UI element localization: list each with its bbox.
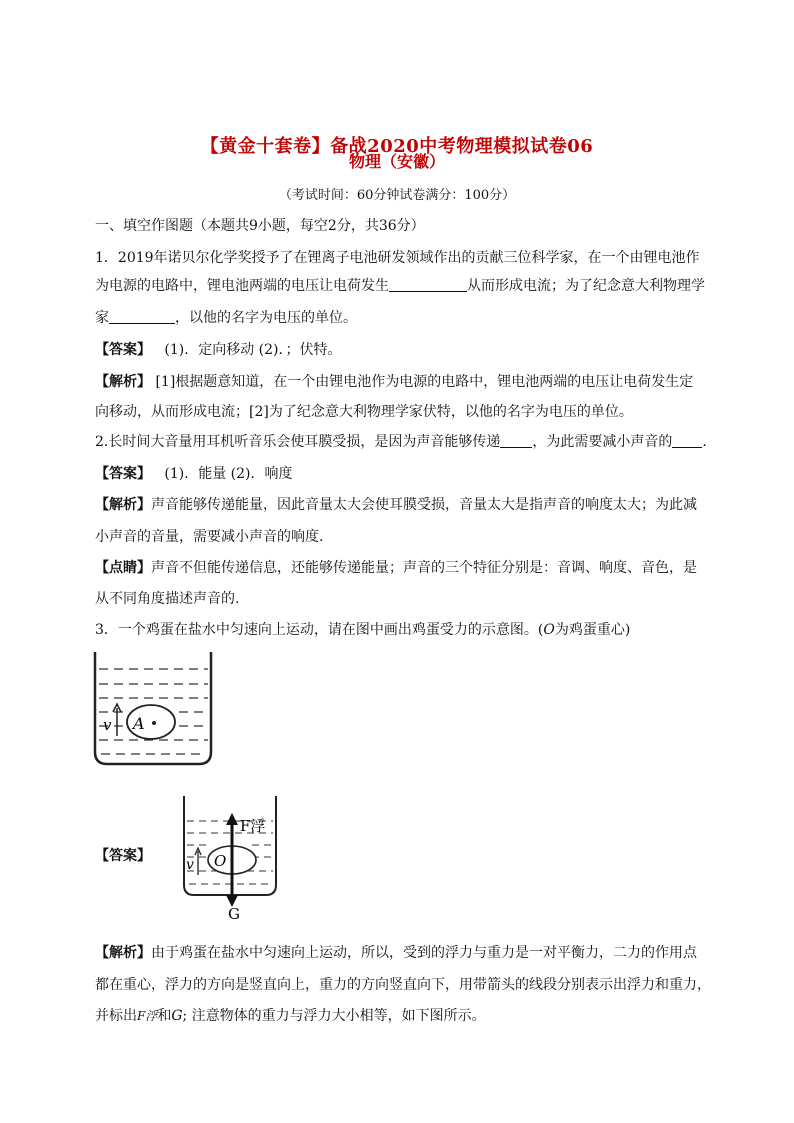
q1-line3-text-b: ，以他的名字为电压的单位。: [175, 310, 357, 326]
egg-center-label: O: [214, 852, 227, 870]
q1-answer: [95, 340, 715, 360]
velocity-label: v: [186, 857, 194, 873]
answer-tag: 【答案】: [95, 466, 151, 482]
q2-line1-text-c: .: [702, 434, 707, 450]
q2-line1: [95, 432, 715, 452]
gravity-label: G: [228, 905, 240, 921]
q2-analysis-line2: 小声音的音量，需要减小声音的响度.: [95, 529, 324, 545]
q1-blank-2: [109, 309, 175, 324]
q2-answer: [95, 464, 715, 484]
q1-blank-1: [389, 277, 467, 292]
q3-analysis-text3a: 并标出: [95, 1008, 137, 1024]
q1-line1: 1．2019年诺贝尔化学奖授予了在锂离子电池研发领域作出的贡献三位科学家，在一个由锂电池作: [95, 250, 700, 266]
q2-analysis-text1: 声音能够传递能量，因此音量太大会使耳膜受损，音量太大是指声音的响度太大；为此减: [151, 497, 697, 513]
exam-info: （考试时间：60分钟试卷满分：100分）: [278, 188, 516, 203]
q3-line1-text-b: 为鸡蛋重心): [554, 622, 631, 638]
q1-analysis-line2: 向移动，从而形成电流；[2]为了纪念意大利物理学家伏特，以他的名字为电压的单位。: [95, 404, 633, 420]
q2-answer-text: (1)．能量 (2)．响度: [164, 466, 293, 482]
q3-analysis-line2: 都在重心，浮力的方向是竖直向上，重力的方向竖直向下，用带箭头的线段分别表示出浮力和重力，: [95, 977, 711, 993]
egg-label: A: [133, 714, 145, 733]
tip-tag: 【点睛】: [95, 560, 151, 576]
q3-analysis-line3: [95, 1006, 715, 1026]
q1-analysis-text1: [1]根据题意知道，在一个由锂电池作为电源的电路中，锂电池两端的电压让电荷发生定: [155, 374, 694, 390]
answer-tag: 【答案】: [95, 848, 151, 864]
q1-analysis-line1: [95, 372, 715, 392]
q3-analysis-text3b: 和: [157, 1008, 172, 1024]
q2-tip-line1: [95, 558, 715, 578]
q3-line1: [95, 620, 715, 640]
q2-tip-line2: 从不同角度描述声音的.: [95, 591, 240, 607]
velocity-label: v: [103, 716, 112, 734]
q1-line3: [95, 308, 715, 328]
q3-analysis-line1: [95, 943, 715, 963]
egg-force-answer-figure: [180, 793, 285, 921]
document-title: 【黄金十套卷】备战2020中考物理模拟试卷06: [200, 136, 594, 157]
q2-tip-text1: 声音不但能传递信息，还能够传递能量；声音的三个特征分别是：音调、响度、音色，是: [151, 560, 697, 576]
egg-in-saltwater-figure: [93, 650, 215, 768]
analysis-tag: 【解析】: [95, 374, 151, 390]
answer-tag: 【答案】: [95, 342, 151, 358]
analysis-tag: 【解析】: [95, 497, 151, 513]
q3-line1-o: O: [543, 622, 555, 638]
q2-analysis-line1: [95, 495, 715, 515]
q1-answer-text: (1)．定向移动 (2)．；伏特。: [164, 342, 342, 358]
analysis-tag: 【解析】: [95, 945, 151, 961]
q3-analysis-g: G: [171, 1008, 183, 1024]
q3-analysis-text3c: ; 注意物体的重力与浮力大小相等，如下图所示。: [182, 1008, 486, 1024]
buoyant-force-arrow-head: [226, 813, 238, 825]
document-subtitle: 物理（安徽）: [348, 152, 445, 171]
q3-line1-text-a: 3．一个鸡蛋在盐水中匀速向上运动，请在图中画出鸡蛋受力的示意图。(: [95, 622, 544, 638]
buoyant-force-label: F浮: [240, 817, 266, 835]
q1-line2: [95, 276, 715, 296]
section-heading: 一、填空作图题（本题共9小题，每空2分，共36分）: [95, 218, 425, 234]
q1-line2-text-b: 从而形成电流；为了纪念意大利物理学: [467, 278, 705, 294]
q3-analysis-f: F浮: [137, 1009, 158, 1023]
q1-line2-text-a: 为电源的电路中，锂电池两端的电压让电荷发生: [95, 278, 389, 294]
q1-line3-text-a: 家: [95, 310, 109, 326]
q2-blank-2: [672, 433, 702, 448]
q2-line1-text-a: 2.长时间大音量用耳机听音乐会使耳膜受损，是因为声音能够传递: [95, 434, 501, 450]
q2-line1-text-b: ，为此需要减小声音的: [532, 434, 673, 450]
egg-center-dot: [152, 721, 156, 725]
q2-blank-1: [500, 433, 532, 448]
q3-analysis-text1: 由于鸡蛋在盐水中匀速向上运动，所以，受到的浮力与重力是一对平衡力，二力的作用点: [151, 945, 697, 961]
